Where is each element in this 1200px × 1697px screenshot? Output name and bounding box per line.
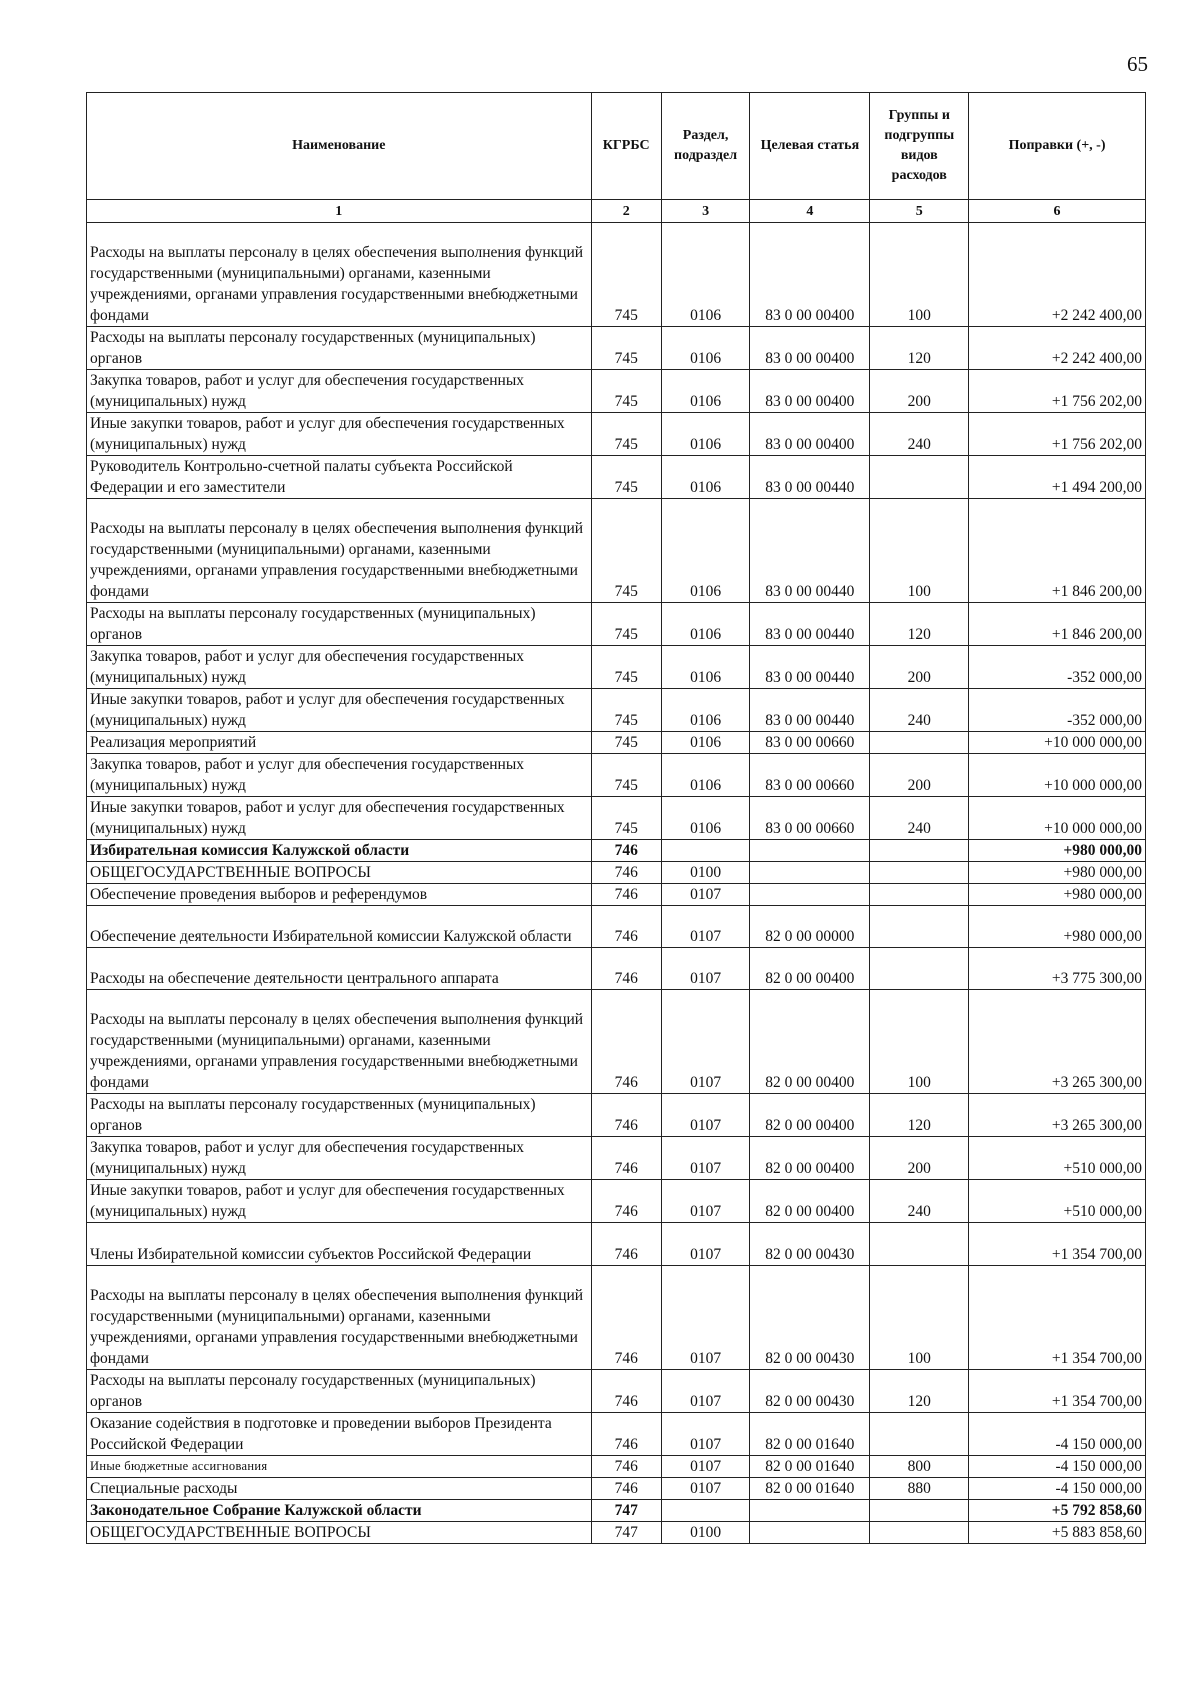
row-kgrbs: 745 [591,732,661,754]
table-row [87,1499,1146,1521]
row-razdel: 0100 [661,862,749,884]
row-name: Оказание содействия в подготовке и проведении выборов Президента Российской Федерации [87,1412,592,1455]
row-kgrbs: 746 [591,906,661,948]
row-name: ОБЩЕГОСУДАРСТВЕННЫЕ ВОПРОСЫ [87,1521,592,1543]
row-name: Законодательное Собрание Калужской области [87,1499,592,1521]
table-header-row [87,93,1146,200]
row-razdel: 0106 [661,603,749,646]
row-razdel: 0106 [661,456,749,499]
table-row [87,646,1146,689]
row-amount: +980 000,00 [969,840,1146,862]
row-razdel: 0107 [661,1094,749,1137]
table-row [87,1137,1146,1180]
row-expense-type [870,732,969,754]
col-number: 4 [750,200,870,223]
row-kgrbs: 745 [591,797,661,840]
row-amount: +3 265 300,00 [969,990,1146,1094]
row-amount: +3 265 300,00 [969,1094,1146,1137]
row-kgrbs: 746 [591,948,661,990]
row-expense-type: 120 [870,1369,969,1412]
row-amount: -4 150 000,00 [969,1455,1146,1477]
row-target-item: 82 0 00 00430 [750,1265,870,1369]
row-amount: +980 000,00 [969,884,1146,906]
row-expense-type: 100 [870,499,969,603]
row-amount: +1 846 200,00 [969,603,1146,646]
row-expense-type [870,456,969,499]
row-target-item: 83 0 00 00440 [750,603,870,646]
row-target-item: 83 0 00 00400 [750,370,870,413]
row-target-item: 83 0 00 00440 [750,646,870,689]
row-target-item: 82 0 00 01640 [750,1477,870,1499]
row-target-item: 83 0 00 00660 [750,732,870,754]
col-number: 1 [87,200,592,223]
row-expense-type: 120 [870,1094,969,1137]
row-amount: +1 354 700,00 [969,1223,1146,1265]
row-name: ОБЩЕГОСУДАРСТВЕННЫЕ ВОПРОСЫ [87,862,592,884]
row-target-item: 82 0 00 00400 [750,990,870,1094]
row-name: Реализация мероприятий [87,732,592,754]
row-razdel: 0107 [661,1455,749,1477]
row-target-item [750,1521,870,1543]
column-number-row [87,200,1146,223]
row-name: Расходы на выплаты персоналу государственных (муниципальных) органов [87,1094,592,1137]
row-target-item: 82 0 00 01640 [750,1412,870,1455]
row-name: Расходы на выплаты персоналу в целях обеспечения выполнения функций государственными (муниципальными) органами, казенными учреждениями, органами управления государственными внебюджетными фондами [87,990,592,1094]
row-amount: +1 354 700,00 [969,1369,1146,1412]
row-amount: +2 242 400,00 [969,223,1146,327]
row-target-item: 83 0 00 00400 [750,223,870,327]
header-name: Наименование [87,93,592,200]
table-row [87,732,1146,754]
row-name: Расходы на выплаты персоналу в целях обеспечения выполнения функций государственными (муниципальными) органами, казенными учреждениями, органами управления государственными внебюджетными фондами [87,223,592,327]
table-row [87,754,1146,797]
row-expense-type [870,1223,969,1265]
row-razdel: 0107 [661,948,749,990]
table-row [87,1477,1146,1499]
row-amount: +1 846 200,00 [969,499,1146,603]
row-razdel: 0107 [661,1137,749,1180]
row-expense-type: 200 [870,754,969,797]
header-statya: Целевая статья [750,93,870,200]
budget-table [86,92,1146,1544]
row-expense-type: 200 [870,370,969,413]
row-kgrbs: 746 [591,1455,661,1477]
row-kgrbs: 745 [591,646,661,689]
row-expense-type [870,840,969,862]
row-amount: +10 000 000,00 [969,732,1146,754]
row-expense-type: 200 [870,646,969,689]
row-kgrbs: 745 [591,499,661,603]
row-name: Закупка товаров, работ и услуг для обеспечения государственных (муниципальных) нужд [87,646,592,689]
row-amount: +5 883 858,60 [969,1521,1146,1543]
row-amount: -352 000,00 [969,689,1146,732]
row-razdel: 0106 [661,499,749,603]
row-name: Иные закупки товаров, работ и услуг для обеспечения государственных (муниципальных) нужд [87,1180,592,1223]
row-razdel: 0107 [661,906,749,948]
row-razdel: 0107 [661,1477,749,1499]
row-amount: +1 354 700,00 [969,1265,1146,1369]
table-row [87,1369,1146,1412]
row-expense-type [870,1412,969,1455]
row-target-item [750,1499,870,1521]
row-kgrbs: 746 [591,1180,661,1223]
row-expense-type: 120 [870,327,969,370]
table-row [87,1412,1146,1455]
row-target-item [750,862,870,884]
row-amount: +3 775 300,00 [969,948,1146,990]
row-target-item: 82 0 00 00400 [750,1094,870,1137]
row-kgrbs: 745 [591,327,661,370]
row-expense-type: 100 [870,990,969,1094]
row-razdel: 0107 [661,1223,749,1265]
header-kgrbs: КГРБС [591,93,661,200]
row-expense-type: 120 [870,603,969,646]
table-row [87,906,1146,948]
row-expense-type [870,906,969,948]
row-kgrbs: 746 [591,1265,661,1369]
row-kgrbs: 745 [591,754,661,797]
row-amount: -4 150 000,00 [969,1477,1146,1499]
row-kgrbs: 745 [591,370,661,413]
row-razdel: 0106 [661,327,749,370]
row-amount: +510 000,00 [969,1180,1146,1223]
row-amount: +980 000,00 [969,862,1146,884]
row-razdel: 0107 [661,1369,749,1412]
row-amount: +5 792 858,60 [969,1499,1146,1521]
row-target-item: 82 0 00 01640 [750,1455,870,1477]
row-amount: -352 000,00 [969,646,1146,689]
row-amount: +1 756 202,00 [969,370,1146,413]
row-razdel: 0106 [661,413,749,456]
table-row [87,884,1146,906]
table-row [87,1223,1146,1265]
row-name: Закупка товаров, работ и услуг для обеспечения государственных (муниципальных) нужд [87,1137,592,1180]
row-expense-type: 240 [870,689,969,732]
row-expense-type: 880 [870,1477,969,1499]
row-target-item: 83 0 00 00440 [750,689,870,732]
table-row [87,456,1146,499]
row-kgrbs: 746 [591,1477,661,1499]
col-number: 2 [591,200,661,223]
row-name: Иные закупки товаров, работ и услуг для обеспечения государственных (муниципальных) нужд [87,413,592,456]
row-name: Руководитель Контрольно-счетной палаты субъекта Российской Федерации и его заместители [87,456,592,499]
row-razdel: 0107 [661,884,749,906]
row-razdel [661,840,749,862]
row-target-item: 82 0 00 00430 [750,1223,870,1265]
row-kgrbs: 746 [591,840,661,862]
row-name: Иные закупки товаров, работ и услуг для обеспечения государственных (муниципальных) нужд [87,689,592,732]
table-row [87,1094,1146,1137]
row-target-item: 83 0 00 00440 [750,456,870,499]
row-amount: +1 494 200,00 [969,456,1146,499]
row-kgrbs: 746 [591,990,661,1094]
table-row [87,990,1146,1094]
table-row [87,797,1146,840]
row-kgrbs: 746 [591,884,661,906]
row-amount: -4 150 000,00 [969,1412,1146,1455]
row-target-item: 83 0 00 00660 [750,754,870,797]
row-expense-type [870,1499,969,1521]
row-kgrbs: 745 [591,603,661,646]
row-target-item: 83 0 00 00400 [750,413,870,456]
row-expense-type: 200 [870,1137,969,1180]
table-row [87,499,1146,603]
row-razdel: 0106 [661,732,749,754]
row-target-item: 82 0 00 00400 [750,948,870,990]
row-kgrbs: 745 [591,689,661,732]
row-expense-type: 240 [870,1180,969,1223]
row-kgrbs: 745 [591,413,661,456]
row-target-item: 82 0 00 00430 [750,1369,870,1412]
table-row [87,370,1146,413]
header-razdel: Раздел, подраздел [661,93,749,200]
row-target-item [750,840,870,862]
row-target-item: 82 0 00 00000 [750,906,870,948]
row-razdel: 0106 [661,646,749,689]
row-expense-type: 800 [870,1455,969,1477]
table-row [87,689,1146,732]
row-name: Специальные расходы [87,1477,592,1499]
table-row [87,603,1146,646]
row-name: Члены Избирательной комиссии субъектов Российской Федерации [87,1223,592,1265]
row-target-item: 83 0 00 00440 [750,499,870,603]
row-razdel: 0107 [661,990,749,1094]
row-expense-type: 100 [870,1265,969,1369]
row-kgrbs: 746 [591,1137,661,1180]
row-target-item: 82 0 00 00400 [750,1137,870,1180]
row-razdel: 0106 [661,797,749,840]
row-expense-type: 240 [870,797,969,840]
row-kgrbs: 747 [591,1521,661,1543]
table-row [87,1521,1146,1543]
row-amount: +10 000 000,00 [969,797,1146,840]
table-row [87,1455,1146,1477]
row-name: Обеспечение деятельности Избирательной комиссии Калужской области [87,906,592,948]
table-row [87,862,1146,884]
row-name: Закупка товаров, работ и услуг для обеспечения государственных (муниципальных) нужд [87,370,592,413]
table-row [87,413,1146,456]
col-number: 5 [870,200,969,223]
row-name: Обеспечение проведения выборов и референдумов [87,884,592,906]
row-razdel: 0106 [661,370,749,413]
row-amount: +10 000 000,00 [969,754,1146,797]
row-expense-type: 240 [870,413,969,456]
row-kgrbs: 745 [591,456,661,499]
row-amount: +1 756 202,00 [969,413,1146,456]
row-kgrbs: 747 [591,1499,661,1521]
row-expense-type [870,948,969,990]
row-target-item: 82 0 00 00400 [750,1180,870,1223]
row-kgrbs: 746 [591,1223,661,1265]
row-razdel: 0107 [661,1265,749,1369]
row-name: Расходы на выплаты персоналу государственных (муниципальных) органов [87,1369,592,1412]
row-kgrbs: 745 [591,223,661,327]
row-expense-type [870,862,969,884]
row-name: Иные бюджетные ассигнования [87,1455,592,1477]
row-amount: +510 000,00 [969,1137,1146,1180]
table-body [87,223,1146,1544]
row-razdel [661,1499,749,1521]
row-target-item [750,884,870,906]
row-amount: +2 242 400,00 [969,327,1146,370]
row-target-item: 83 0 00 00400 [750,327,870,370]
row-razdel: 0106 [661,754,749,797]
page-number: 65 [1127,52,1148,76]
row-razdel: 0106 [661,689,749,732]
row-razdel: 0107 [661,1412,749,1455]
header-vid: Группы и подгруппы видов расходов [870,93,969,200]
row-kgrbs: 746 [591,1369,661,1412]
row-kgrbs: 746 [591,1094,661,1137]
row-razdel: 0100 [661,1521,749,1543]
header-sum: Поправки (+, -) [969,93,1146,200]
row-name: Расходы на выплаты персоналу государственных (муниципальных) органов [87,327,592,370]
row-name: Избирательная комиссия Калужской области [87,840,592,862]
row-expense-type [870,1521,969,1543]
col-number: 3 [661,200,749,223]
row-expense-type: 100 [870,223,969,327]
table-row [87,223,1146,327]
row-name: Закупка товаров, работ и услуг для обеспечения государственных (муниципальных) нужд [87,754,592,797]
table-row [87,327,1146,370]
row-name: Расходы на выплаты персоналу государственных (муниципальных) органов [87,603,592,646]
table-row [87,948,1146,990]
row-name: Расходы на обеспечение деятельности центрального аппарата [87,948,592,990]
col-number: 6 [969,200,1146,223]
row-target-item: 83 0 00 00660 [750,797,870,840]
row-kgrbs: 746 [591,1412,661,1455]
row-kgrbs: 746 [591,862,661,884]
row-razdel: 0106 [661,223,749,327]
row-name: Расходы на выплаты персоналу в целях обеспечения выполнения функций государственными (муниципальными) органами, казенными учреждениями, органами управления государственными внебюджетными фондами [87,1265,592,1369]
row-razdel: 0107 [661,1180,749,1223]
row-name: Иные закупки товаров, работ и услуг для обеспечения государственных (муниципальных) нужд [87,797,592,840]
table-row [87,840,1146,862]
table-row [87,1265,1146,1369]
table-row [87,1180,1146,1223]
row-expense-type [870,884,969,906]
row-amount: +980 000,00 [969,906,1146,948]
row-name: Расходы на выплаты персоналу в целях обеспечения выполнения функций государственными (муниципальными) органами, казенными учреждениями, органами управления государственными внебюджетными фондами [87,499,592,603]
